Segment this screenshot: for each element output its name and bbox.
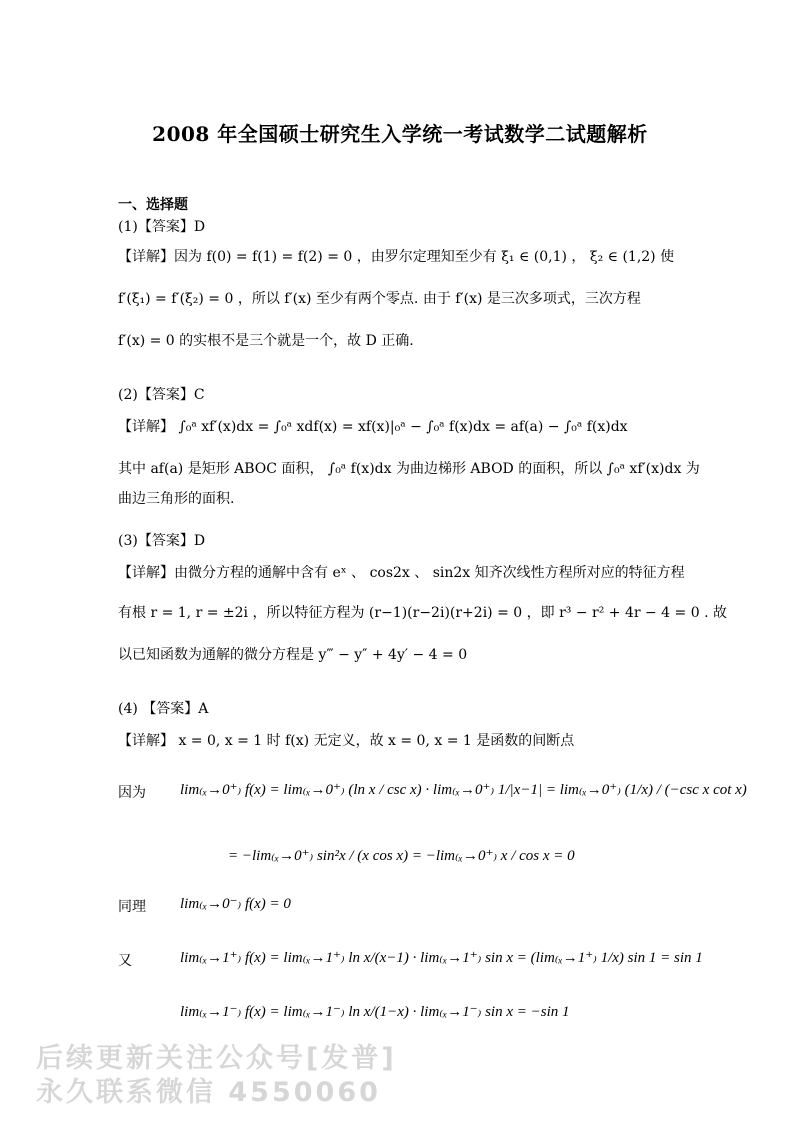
- q4-equation-2: = −lim₍ₓ→0⁺₎ sin²x / (x cos x) = −lim₍ₓ→0⁺₎ x / cos x = 0: [228, 848, 575, 864]
- q3-answer: (3)【答案】D: [118, 533, 206, 549]
- q4-because-label: 因为: [118, 785, 146, 801]
- q3-explain-line3: 以已知函数为通解的微分方程是 y‴ − y″ + 4y′ − 4 = 0: [118, 647, 468, 663]
- q3-explain-line2: 有根 r = 1, r = ±2i ，所以特征方程为 (r−1)(r−2i)(r+2i) = 0 ，即 r³ − r² + 4r − 4 = 0 . 故: [118, 605, 727, 621]
- watermark-line2: 永久联系微信 4550060: [36, 1077, 381, 1108]
- q1-explain-line2: f′(ξ₁) = f′(ξ₂) = 0 ，所以 f′(x) 至少有两个零点. 由于 f′(x) 是三次多项式，三次方程: [118, 291, 641, 307]
- q4-equation-5: lim₍ₓ→1⁻₎ f(x) = lim₍ₓ→1⁻₎ ln x/(1−x) · lim₍ₓ→1⁻₎ sin x = −sin 1: [180, 1004, 570, 1020]
- q4-also-label: 又: [118, 953, 132, 969]
- q4-explain-line1: 【详解】 x = 0, x = 1 时 f(x) 无定义，故 x = 0, x = 1 是函数的间断点: [118, 733, 575, 749]
- q2-explain-line3: 曲边三角形的面积.: [118, 491, 235, 507]
- q4-equation-3: lim₍ₓ→0⁻₎ f(x) = 0: [180, 896, 291, 912]
- section-heading: 一、选择题: [118, 197, 188, 213]
- q2-explain-line2: 其中 af(a) 是矩形 ABOC 面积， ∫₀ᵃ f(x)dx 为曲边梯形 ABOD 的面积，所以 ∫₀ᵃ xf′(x)dx 为: [118, 461, 700, 477]
- q2-answer: (2)【答案】C: [118, 387, 205, 403]
- q2-explain-line1: 【详解】 ∫₀ᵃ xf′(x)dx = ∫₀ᵃ xdf(x) = xf(x)|₀ᵃ − ∫₀ᵃ f(x)dx = af(a) − ∫₀ᵃ f(x)dx: [118, 419, 628, 435]
- q1-explain-line1: 【详解】因为 f(0) = f(1) = f(2) = 0 ，由罗尔定理知至少有 ξ₁ ∈ (0,1) ， ξ₂ ∈ (1,2) 使: [118, 249, 675, 265]
- q4-equation-1: lim₍ₓ→0⁺₎ f(x) = lim₍ₓ→0⁺₎ (ln x / csc x) · lim₍ₓ→0⁺₎ 1/|x−1| = lim₍ₓ→0⁺₎ (1/x) / (−csc x cot x): [180, 782, 747, 798]
- q4-equation-4: lim₍ₓ→1⁺₎ f(x) = lim₍ₓ→1⁺₎ ln x/(x−1) · lim₍ₓ→1⁺₎ sin x = (lim₍ₓ→1⁺₎ 1/x) sin 1 = sin 1: [180, 950, 703, 966]
- watermark-line1: 后续更新关注公众号[发普]: [36, 1043, 397, 1074]
- q3-explain-line1: 【详解】由微分方程的通解中含有 eˣ 、 cos2x 、 sin2x 知齐次线性方程所对应的特征方程: [118, 565, 685, 581]
- q4-same-label: 同理: [118, 899, 146, 915]
- page-title: 2008 年全国硕士研究生入学统一考试数学二试题解析: [152, 122, 648, 146]
- q1-explain-line3: f′(x) = 0 的实根不是三个就是一个，故 D 正确.: [118, 333, 414, 349]
- q1-answer: (1)【答案】D: [118, 219, 206, 235]
- q4-answer: (4) 【答案】A: [118, 701, 209, 717]
